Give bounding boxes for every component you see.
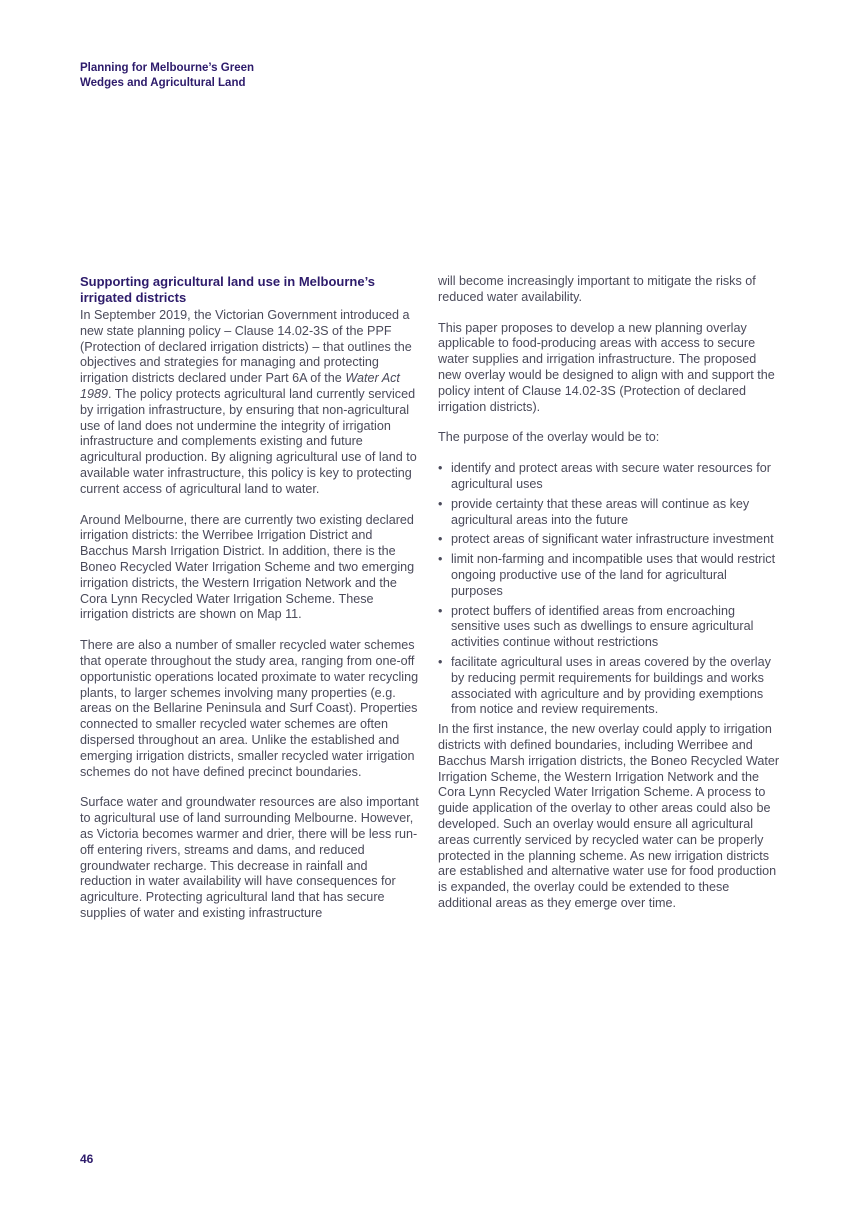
paragraph-overlay-proposal: This paper proposes to develop a new planning overlay applicable to food-producing areas with access to secure water supplies and irrigation infrastructure. The proposed new overlay would be designed to align with and support the policy intent of Clause 14.02-3S (Protection of declared irrigation districts). xyxy=(438,320,775,414)
paragraph-clause-policy xyxy=(80,308,420,498)
list-item: • protect buffers of identified areas from encroaching sensitive uses such as dwellings to ensure agricultural activities continue without restrictions xyxy=(438,604,780,651)
page-number: 46 xyxy=(80,1152,94,1166)
paragraph-overlay-application: In the first instance, the new overlay could apply to irrigation districts with defined boundaries, including Werribee and Bacchus Marsh irrigation districts, the Boneo Recycled Water Irrigation Scheme, the Western Irrigation Network and the Cora Lynn Recycled Water Irrigation Scheme. A process to guide application of the overlay to other areas could also be developed. Such an overlay would ensure all agricultural areas currently serviced by recycled water can be properly protected in the planning scheme. As new irrigation districts are established and alternative water use for food production is expanded, the overlay could be extended to these additional areas as they emerge over time. xyxy=(438,722,780,910)
list-item: • protect areas of significant water infrastructure investment xyxy=(438,532,780,548)
paragraph-surface-groundwater: Surface water and groundwater resources are also important to agricultural use of land surrounding Melbourne. However, as Victoria becomes warmer and drier, there will be less run-off entering rivers, streams and dams, and reduced groundwater recharge. This decrease in rainfall and reduction in water availability will have consequences for agriculture. Protecting agricultural land that has secure supplies of water and existing infrastructure xyxy=(80,795,419,920)
left-column xyxy=(80,274,420,937)
running-header xyxy=(80,61,320,91)
running-header-line-2: Wedges and Agricultural Land xyxy=(80,77,246,89)
water-act-title: Water Act 1989 xyxy=(80,371,400,401)
paragraph-continuation: will become increasingly important to mitigate the risks of reduced water availability. xyxy=(438,274,756,304)
paragraph-overlay-purpose-intro: The purpose of the overlay would be to: xyxy=(438,430,660,445)
paragraph-recycled-water-schemes: There are also a number of smaller recycled water schemes that operate throughout the study area, ranging from one-off opportunistic operations located proximate to water recycling plants, to larger schemes involving many properties (e.g. areas on the Bellarine Peninsula and Surf Coast). Properties connected to smaller recycled water schemes are often dispersed throughout an area. Unlike the established and emerging irrigation districts, smaller recycled water irrigation schemes do not have defined precinct boundaries. xyxy=(80,638,419,779)
section-heading-line-2: irrigated districts xyxy=(80,290,187,305)
right-column xyxy=(438,274,780,927)
list-item: • provide certainty that these areas will continue as key agricultural areas into the future xyxy=(438,497,780,529)
list-item: • identify and protect areas with secure water resources for agricultural uses xyxy=(438,461,780,493)
overlay-purpose-list xyxy=(438,461,780,718)
paragraph-irrigation-districts: Around Melbourne, there are currently two existing declared irrigation districts: the Werribee Irrigation District and Bacchus Marsh Irrigation District. In addition, there is the Boneo Recycled Water Irrigation Scheme and two emerging irrigation districts, the Western Irrigation Network and the Cora Lynn Recycled Water Irrigation Scheme. These irrigation districts are shown on Map 11. xyxy=(80,512,415,622)
running-header-line-1: Planning for Melbourne’s Green xyxy=(80,62,255,74)
list-item: • facilitate agricultural uses in areas covered by the overlay by reducing permit requirements for buildings and works associated with agriculture and by providing exemptions from notice and review requirements. xyxy=(438,655,780,718)
list-item: • limit non-farming and incompatible uses that would restrict ongoing productive use of the land for agricultural purposes xyxy=(438,552,780,599)
section-heading-line-1: Supporting agricultural land use in Melbourne’s xyxy=(80,274,375,289)
paragraph-clause-policy-text-a: In September 2019, the Victorian Government introduced a new state planning policy – Clause 14.02-3S of the PPF (Protection of declared irrigation districts) – that outlines the objectives and strategies for managing and protecting irrigation districts declared under Part 6A of the xyxy=(80,308,412,386)
section-heading xyxy=(80,274,420,306)
paragraph-clause-policy-text-b: . The policy protects agricultural land currently serviced by irrigation infrastructure, by ensuring that non-agricultural use of land does not undermine the integrity of irrigation infrastructure and complements existing and future agricultural production. By aligning agricultural use of land to available water infrastructure, this policy is key to protecting current access of agricultural land to water. xyxy=(80,386,417,496)
